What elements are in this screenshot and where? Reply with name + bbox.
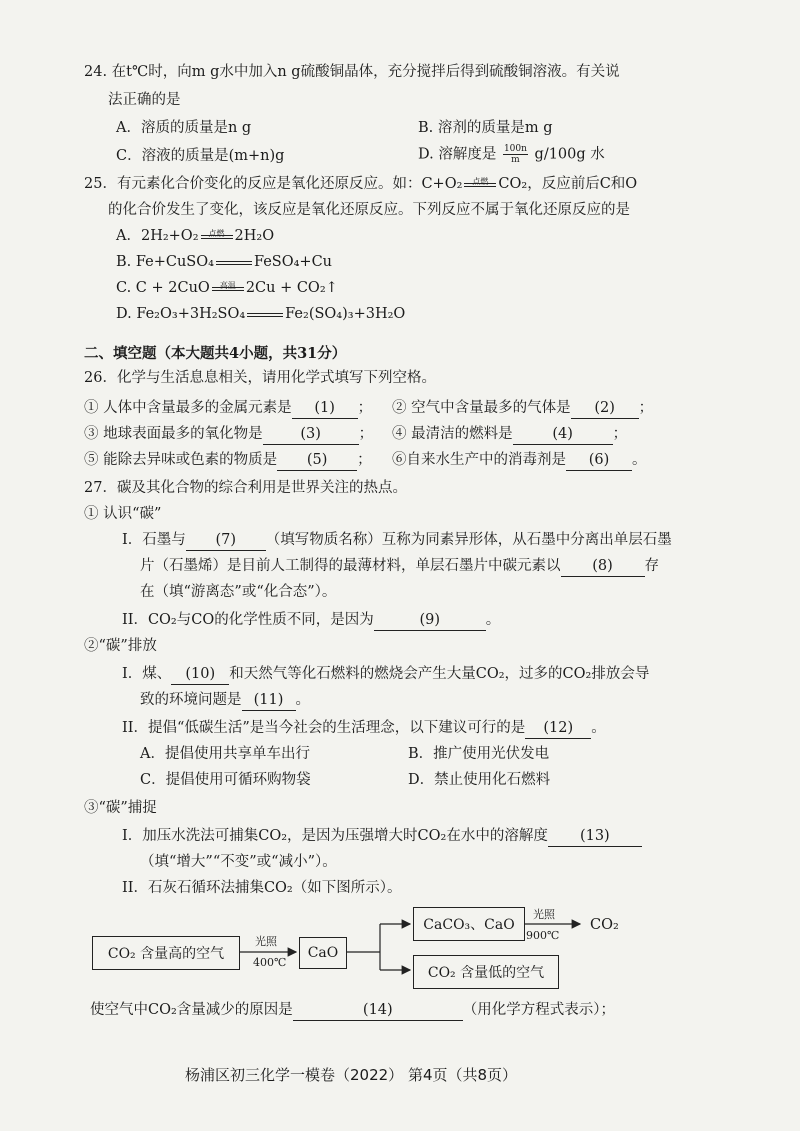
q27-option-d: D．禁止使用化石燃料 xyxy=(408,772,551,788)
q25-option-d: D. Fe₂O₃+3H₂SO₄ Fe₂(SO₄)₃+3H₂O xyxy=(116,306,406,322)
q24-stem-line2: 法正确的是 xyxy=(108,92,181,108)
q24-stem-line1: 24. 在t℃时，向m g水中加入n g硫酸铜晶体，充分搅拌后得到硫酸铜溶液。有关说 xyxy=(84,64,620,80)
answer-blank-6[interactable]: (6) xyxy=(566,450,632,471)
ignite-condition-sign: 点燃 xyxy=(462,174,498,194)
answer-blank-9[interactable]: (9) xyxy=(374,610,486,631)
q27-section-2-title: ②“碳”排放 xyxy=(84,638,157,654)
q27-option-b: B．推广使用光伏发电 xyxy=(408,746,550,762)
answer-blank-14[interactable]: (14) xyxy=(293,1000,463,1021)
q24-option-d: D. 溶解度是 $\frac{100n}{m}$ g/100g 水 xyxy=(418,144,605,165)
ignite-condition-sign: 点燃 xyxy=(199,226,235,246)
q27-i3-line2: （填“增大”“不变”或“减小”）。 xyxy=(140,854,337,870)
solubility-fraction: $\frac{100n}{m}$ xyxy=(503,144,527,165)
q27-i2-line2: 致的环境问题是 (11) 。 xyxy=(140,690,310,711)
q27-stem: 27．碳及其化合物的综合利用是世界关注的热点。 xyxy=(84,480,407,496)
q27-section-1-title: ① 认识“碳” xyxy=(84,506,162,522)
q25-option-b: B. Fe+CuSO₄ FeSO₄+Cu xyxy=(116,254,333,270)
section-title: 二、填空题（本大题共4小题，共31分） xyxy=(84,345,347,362)
q26-stem: 26．化学与生活息息相关，请用化学式填写下列空格。 xyxy=(84,370,436,386)
q27-ii2: II．提倡“低碳生活”是当今社会的生活理念，以下建议可行的是 (12) 。 xyxy=(122,718,606,739)
q26-item-5: ⑤ 能除去异味或色素的物质是 (5) ； xyxy=(84,450,372,471)
q27-i1-line3: 在（填“游离态”或“化合态”）。 xyxy=(140,584,337,600)
q27-section-3-title: ③“碳”捕捉 xyxy=(84,800,157,816)
q26-item-4: ④ 最清洁的燃料是 (4) ； xyxy=(392,424,627,445)
q27-ii1: II．CO₂与CO的化学性质不同，是因为 (9) 。 xyxy=(122,610,500,631)
answer-blank-11[interactable]: (11) xyxy=(242,690,296,711)
q26-item-6: ⑥自来水生产中的消毒剂是 (6) 。 xyxy=(392,450,647,471)
arrow1-bottom-label: 400℃ xyxy=(253,956,287,969)
q24-option-b: B. 溶剂的质量是m g xyxy=(418,120,553,136)
page-footer: 杨浦区初三化学一模卷（2022） 第4页（共8页） xyxy=(185,1066,518,1084)
q27-last-line: 使空气中CO₂含量减少的原因是 (14) （用化学方程式表示）； xyxy=(90,1000,615,1021)
box-caco3-cao: CaCO₃、CaO xyxy=(413,907,525,941)
q25-stem-line2: 的化合价发生了变化，该反应是氧化还原反应。下列反应不属于氧化还原反应的是 xyxy=(108,202,630,218)
answer-blank-3[interactable]: (3) xyxy=(263,424,359,445)
q27-i2-line1: I．煤、 (10) 和天然气等化石燃料的燃烧会产生大量CO₂，过多的CO₂排放会导 xyxy=(122,664,649,685)
answer-blank-7[interactable]: (7) xyxy=(186,530,266,551)
q27-option-c: C．提倡使用可循环购物袋 xyxy=(140,772,311,788)
arrow2-top-label: 光照 xyxy=(533,908,555,921)
answer-blank-1[interactable]: (1) xyxy=(292,398,358,419)
box-cao: CaO xyxy=(299,937,347,969)
answer-blank-10[interactable]: (10) xyxy=(171,664,229,685)
q27-i3-line1: I．加压水洗法可捕集CO₂，是因为压强增大时CO₂在水中的溶解度 (13) xyxy=(122,826,642,847)
q27-ii3: II．石灰石循环法捕集CO₂（如下图所示）。 xyxy=(122,880,402,896)
answer-blank-5[interactable]: (5) xyxy=(277,450,357,471)
answer-blank-2[interactable]: (2) xyxy=(571,398,639,419)
box-high-co2-air: CO₂ 含量高的空气 xyxy=(92,936,240,970)
answer-blank-4[interactable]: (4) xyxy=(513,424,613,445)
box-low-co2-air: CO₂ 含量低的空气 xyxy=(413,955,559,989)
q26-item-2: ② 空气中含量最多的气体是 (2) ； xyxy=(392,398,653,419)
q27-i1-line1: I．石墨与 (7) （填写物质名称）互称为同素异形体，从石墨中分离出单层石墨 xyxy=(122,530,672,551)
q26-item-3: ③ 地球表面最多的氧化物是 (3) ； xyxy=(84,424,373,445)
arrow1-top-label: 光照 xyxy=(255,935,277,948)
answer-blank-12[interactable]: (12) xyxy=(525,718,591,739)
q25-option-c: C. C + 2CuO 高温 2Cu + CO₂↑ xyxy=(116,280,338,296)
q24-option-a: A．溶质的质量是n g xyxy=(116,120,252,136)
q25-stem-line1: 25．有元素化合价变化的反应是氧化还原反应。如：C+O₂ 点燃 CO₂，反应前后C和O xyxy=(84,176,638,192)
answer-blank-13[interactable]: (13) xyxy=(548,826,642,847)
co2-product: CO₂ xyxy=(590,917,619,933)
q26-item-1: ① 人体中含量最多的金属元素是 (1) ； xyxy=(84,398,372,419)
answer-blank-8[interactable]: (8) xyxy=(561,556,645,577)
q27-i1-line2: 片（石墨烯）是目前人工制得的最薄材料，单层石墨片中碳元素以 (8) 存 xyxy=(140,556,659,577)
q27-option-a: A．提倡使用共享单车出行 xyxy=(140,746,310,762)
q24-option-c: C．溶液的质量是(m+n)g xyxy=(116,148,285,164)
high-temperature-condition-sign: 高温 xyxy=(210,278,246,298)
q25-option-a: A．2H₂+O₂ 点燃 2H₂O xyxy=(116,228,275,244)
arrow2-bottom-label: 900℃ xyxy=(526,929,560,942)
